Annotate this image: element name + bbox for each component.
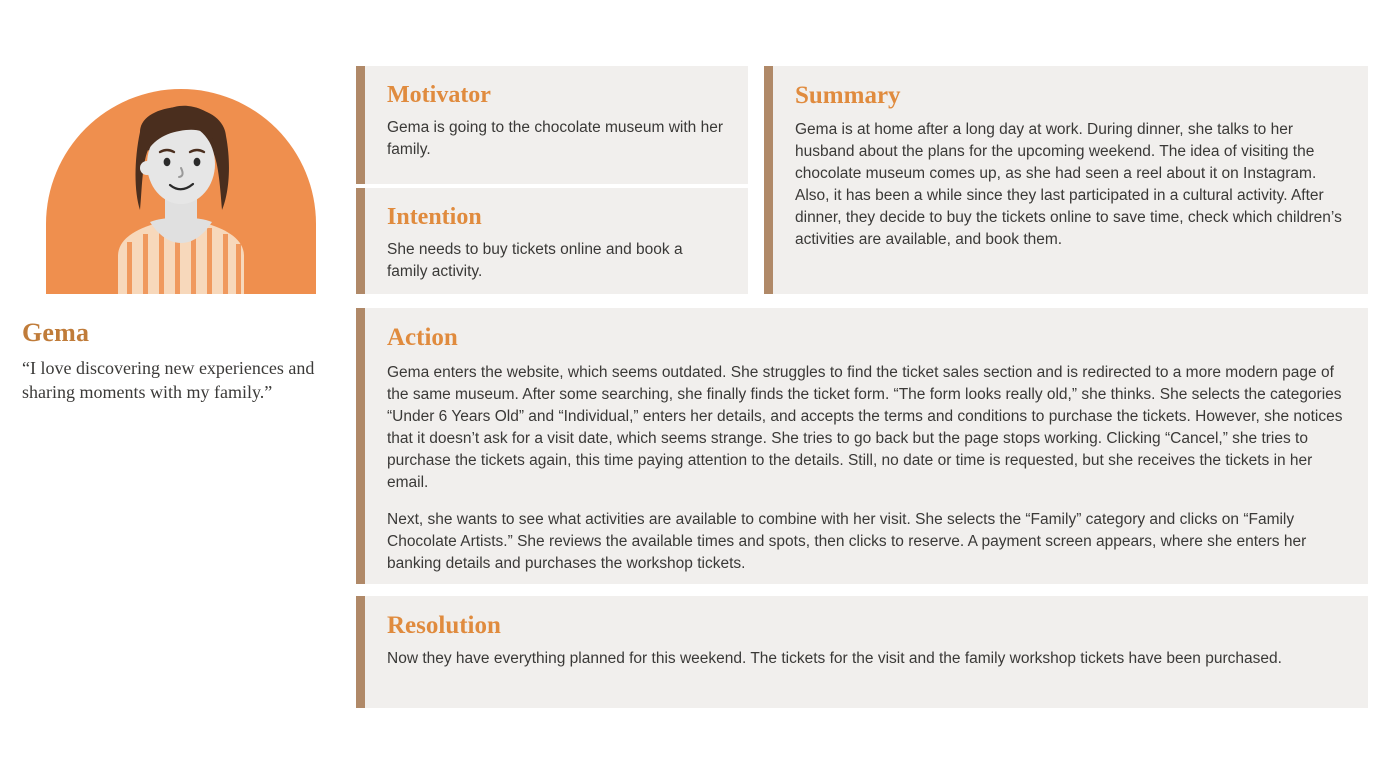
card-action-paragraph-2: Next, she wants to see what activities are available to combine with her visit. She selects the “Family” category and clicks on “Family Chocolate Artists.” She reviews the available times and spots, then clicks to reserve. A payment screen appears, where she enters her banking details and purchases the workshop tickets.: [387, 511, 1307, 572]
persona-quote: “I love discovering new experiences and sharing moments with my family.”: [22, 358, 315, 403]
card-summary-title: Summary: [795, 82, 901, 109]
card-resolution-title: Resolution: [387, 612, 501, 639]
persona-avatar: [22, 64, 340, 294]
card-motivator: [356, 66, 748, 184]
card-intention-title: Intention: [387, 204, 482, 230]
card-motivator-body: Gema is going to the chocolate museum with her family.: [387, 119, 724, 158]
card-action-paragraph-1: Gema enters the website, which seems outdated. She struggles to find the ticket sales section and is redirected to a more modern page of the same museum. After some searching, she finally finds the ticket form. “The form looks really old,” she thinks. She selects the categories “Under 6 Years Old” and “Individual,” enters her details, and accepts the terms and conditions to purchase the tickets. However, she notices that it doesn’t ask for a visit date, which seems strange. She tries to go back but the page stops working. Clicking “Cancel,” she tries to purchase the tickets again, this time paying attention to the details. Still, no date or time is requested, but she receives the tickets in her email.: [387, 364, 1343, 491]
card-resolution-body: Now they have everything planned for this weekend. The tickets for the visit and the family workshop tickets have been purchased.: [387, 650, 1282, 667]
persona-panel: [22, 64, 340, 405]
persona-name: Gema: [22, 318, 90, 347]
card-motivator-title: Motivator: [387, 82, 491, 108]
card-intention-body: She needs to buy tickets online and book a family activity.: [387, 241, 683, 280]
card-summary: [764, 66, 1368, 294]
card-action: [356, 308, 1368, 584]
card-resolution: [356, 596, 1368, 708]
card-action-title: Action: [387, 324, 458, 351]
card-summary-body: Gema is at home after a long day at work. During dinner, she talks to her husband about the plans for the upcoming weekend. The idea of visiting the chocolate museum comes up, as she had seen a reel about it on Instagram. Also, it has been a while since they last participated in a cultural activity. After dinner, they decide to buy the tickets online to save time, check which children’s activities are available, and book them.: [795, 121, 1342, 248]
card-intention: [356, 188, 748, 294]
avatar-illustration: [22, 64, 340, 294]
